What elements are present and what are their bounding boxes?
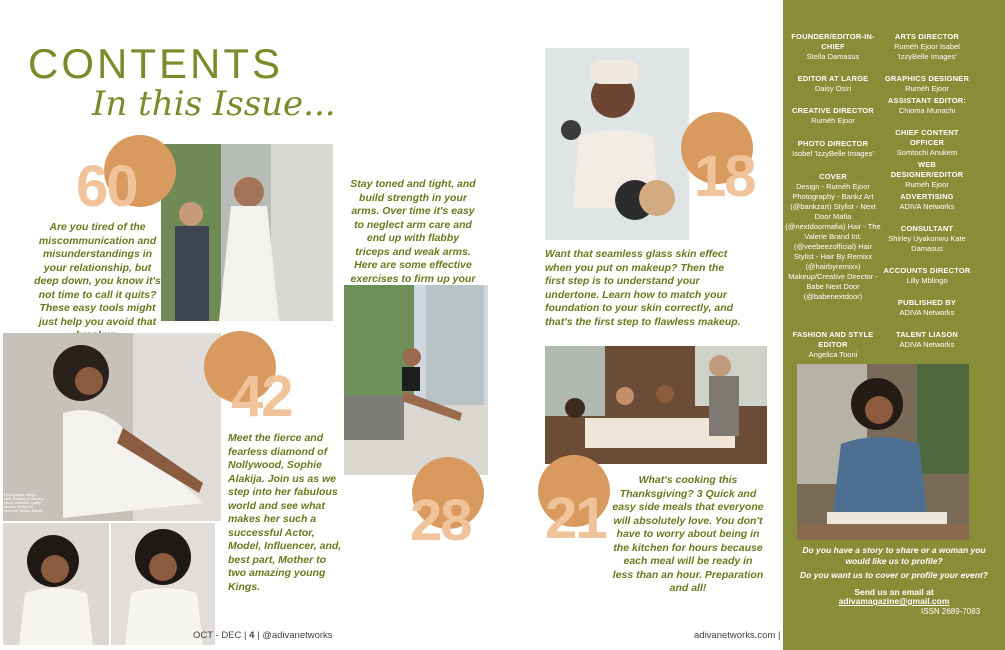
sidebar-cta-email: Send us an email at [854, 587, 934, 597]
article-18-blurb: Want that seamless glass skin effect when you put on makeup? Then the first step is to understand your undertone. Learn how to match your foundation to your skin correctly, and that's the first step to flawless makeup. [545, 248, 741, 328]
photo-credit-caption: Photographic design, style, thinking of Caferina, ideas, character, quality, service, fashion for personal (Sophie Alakija) [4, 493, 45, 513]
credit-consultant: CONSULTANT Shirley Uyakonwu Kate Damasus [888, 224, 966, 253]
sophie-portrait-photo-2 [111, 523, 215, 645]
makeup-photo [545, 48, 689, 240]
couple-photo [161, 144, 333, 321]
credit-accounts-director: ACCOUNTS DIRECTOR Lilly Mblingo [883, 266, 971, 285]
footer-separator: | [244, 630, 247, 641]
credit-founder: FOUNDER/EDITOR-IN-CHIEF Stella Damasus [791, 32, 875, 61]
footer-page-number: 4 [249, 630, 255, 641]
page-number-42: 42 [231, 364, 292, 429]
page-number-28: 28 [410, 488, 471, 553]
page-number-21: 21 [545, 486, 606, 551]
fitness-photo [344, 285, 488, 475]
footer-handle: @adivanetworks [262, 630, 333, 641]
credit-advertising: ADVERTISING ADIVA Networks [899, 192, 955, 211]
masthead-sidebar [783, 0, 1005, 650]
credit-cover: COVER Design - Ruméh Ejoor Photography - Bankz Art (@bankzart) Stylist - Next Door Mafia (@nextdoormafia) Hair - The Valerie Brand Int. (@veebeezofficial) Hair Stylist - Hair By Remixx (@hairbyremixx) Makeup/Creative Director - Babe Next Door (@babenextdoor) [785, 172, 881, 301]
page-subtitle: In this Issue... [92, 84, 336, 124]
article-28-blurb: Stay toned and tight, and build strength in your arms. Over time it's easy to neglect arm care and end up with flabby triceps and weak arms. Here are some effective exercises to firm up your [350, 178, 476, 285]
issn-number: ISSN 2689-7083 [921, 607, 981, 616]
credit-assistant-editor: ASSISTANT EDITOR: Chioma Munachi [887, 96, 967, 115]
writer-photo [797, 364, 969, 540]
credit-talent-liason: TALENT LIASON ADIVA Networks [895, 330, 959, 349]
credit-photo-director: PHOTO DIRECTOR Isobel 'IzzyBelle Images' [792, 139, 874, 158]
credit-arts-director: ARTS DIRECTOR Ruméh Ejoor Isabel 'IzzyBelle Images' [894, 32, 960, 61]
sophie-portrait-photo-1 [3, 523, 109, 645]
page-number-18: 18 [694, 144, 755, 209]
credit-fashion-editor: FASHION AND STYLE EDITOR Angelica Tooni [792, 330, 874, 359]
footer-left [193, 630, 333, 641]
footer-separator: | [777, 630, 781, 641]
credit-editor-at-large: EDITOR AT LARGE Daisy Osiri [797, 74, 869, 93]
credit-graphics-designer: GRAPHICS DESIGNER Ruméh Ejoor [884, 74, 970, 93]
footer-site: adivanetworks.com [694, 630, 776, 641]
page-title: CONTENTS [28, 40, 283, 87]
sidebar-cta-event: Do you want us to cover or profile your event? [800, 570, 988, 580]
credit-web-designer: WEB DESIGNER/EDITOR Ruméh Ejoor [890, 160, 964, 189]
thanksgiving-photo [545, 346, 767, 464]
page-number-60: 60 [76, 154, 137, 219]
sidebar-cta-story: Do you have a story to share or a woman you would like us to profile? [802, 545, 986, 566]
sidebar-email-link[interactable]: adivamagazine@gmail.com [838, 596, 950, 606]
credit-published-by: PUBLISHED BY ADIVA Networks [897, 298, 957, 317]
footer-issue-date: OCT - DEC [193, 630, 242, 641]
article-42-blurb: Meet the fierce and fearless diamond of Nollywood, Sophie Alakija. Join us as we step into her fabulous world and see what makes her such a successful Actor, Model, Influencer, and, best part, Mother to two amazing young Kings. [228, 432, 342, 593]
credit-chief-content-officer: CHIEF CONTENT OFFICER Somtochi Anukem [895, 128, 959, 157]
article-21-blurb: What's cooking this Thanksgiving? 3 Quick and easy side meals that everyone will absolutely love. You don't have to worry about being in the kitchen for hours because each meal will be ready in less than an hour. Preparation and all! [612, 474, 764, 594]
footer-separator: | [257, 630, 260, 641]
credit-creative-director: CREATIVE DIRECTOR Ruméh Ejoor [792, 106, 874, 125]
article-60-blurb: Are you tired of the miscommunication and misunderstandings in your relationship, but deep down, you know it's not time to call it quits? These easy tools might just help you avoid that [34, 221, 161, 328]
